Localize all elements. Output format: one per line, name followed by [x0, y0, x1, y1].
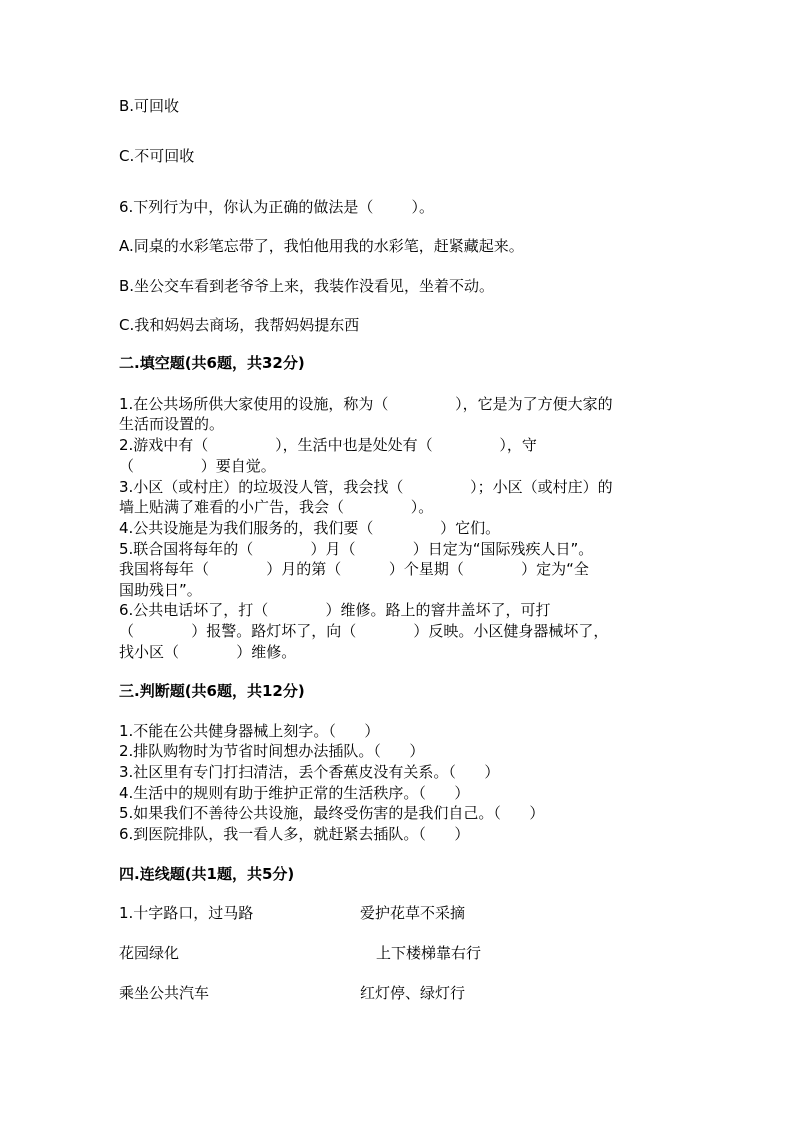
question-6-option-a: A.同桌的水彩笔忘带了，我怕他用我的水彩笔，赶紧藏起来。: [119, 237, 524, 255]
fill-line: 3.小区（或村庄）的垃圾没人管，我会找（ ）；小区（或村庄）的: [119, 478, 613, 496]
fill-line: 4.公共设施是为我们服务的，我们要（ ）它们。: [119, 519, 501, 537]
section-2-heading: 二.填空题(共6题，共32分): [119, 354, 305, 372]
question-6-option-c: C.我和妈妈去商场，我帮妈妈提东西: [119, 316, 360, 334]
judge-line: 4.生活中的规则有助于维护正常的生活秩序。（ ）: [119, 784, 470, 802]
fill-line: 1.在公共场所供大家使用的设施，称为（ ），它是为了方便大家的: [119, 395, 613, 413]
fill-line: （ ）要自觉。: [119, 457, 276, 475]
fill-line: 找小区（ ）维修。: [119, 643, 297, 661]
fill-line: 生活而设置的。: [119, 415, 225, 433]
match-left-item: 1.十字路口，过马路: [119, 904, 254, 922]
option-c-prev: C.不可回收: [119, 147, 195, 165]
section-3-heading: 三.判断题(共6题，共12分): [119, 682, 305, 700]
judge-line: 2.排队购物时为节省时间想办法插队。（ ）: [119, 742, 425, 760]
section-4-heading: 四.连线题(共1题，共5分): [119, 865, 295, 883]
fill-line: 6.公共电话坏了，打（ ）维修。路上的窨井盖坏了，可打: [119, 601, 551, 619]
fill-line: 墙上贴满了难看的小广告，我会（ ）。: [119, 498, 434, 516]
match-right-item: 爱护花草不采摘: [360, 904, 466, 922]
fill-line: 国助残日”。: [119, 581, 202, 599]
fill-line: （ ）报警。路灯坏了，向（ ）反映。小区健身器械坏了，: [119, 622, 609, 640]
match-right-item: 上下楼梯靠右行: [376, 944, 482, 962]
judge-line: 3.社区里有专门打扫清洁，丢个香蕉皮没有关系。（ ）: [119, 763, 500, 781]
judge-line: 6.到医院排队，我一看人多，就赶紧去插队。（ ）: [119, 825, 470, 843]
question-6-stem: 6.下列行为中，你认为正确的做法是（ ）。: [119, 198, 434, 216]
judge-line: 5.如果我们不善待公共设施，最终受伤害的是我们自己。（ ）: [119, 804, 545, 822]
fill-line: 我国将每年（ ）月的第（ ）个星期（ ）定为“全: [119, 560, 589, 578]
match-left-item: 花园绿化: [119, 944, 180, 962]
question-6-option-b: B.坐公交车看到老爷爷上来，我装作没看见，坐着不动。: [119, 277, 495, 295]
match-left-item: 乘坐公共汽车: [119, 984, 210, 1002]
judge-line: 1.不能在公共健身器械上刻字。（ ）: [119, 722, 380, 740]
option-b-prev: B.可回收: [119, 97, 180, 115]
fill-line: 5.联合国将每年的（ ）月（ ）日定为“国际残疾人日”。: [119, 540, 594, 558]
fill-line: 2.游戏中有（ ），生活中也是处处有（ ），守: [119, 436, 537, 454]
match-right-item: 红灯停、绿灯行: [360, 984, 466, 1002]
